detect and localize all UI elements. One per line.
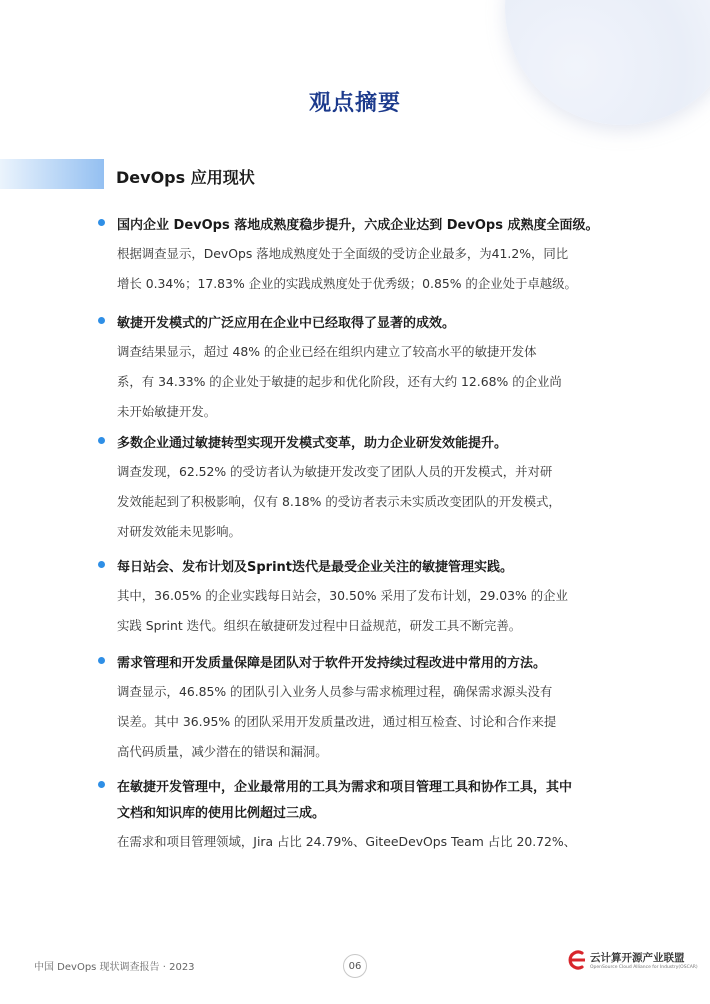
alliance-logo: [566, 949, 698, 977]
item-body: 根据调查显示，DevOps 落地成熟度处于全面级的受访企业最多，为41.2%，同比 增长 0.34%；17.83% 企业的实践成熟度处于优秀级；0.85% 的企业处于卓越级。: [117, 246, 577, 291]
list-item: [96, 431, 616, 547]
section-accent-bar: [0, 159, 104, 189]
item-heading: 每日站会、发布计划及Sprint迭代是最受企业关注的敏捷管理实践。: [117, 560, 514, 575]
item-heading: 在敏捷开发管理中，企业最常用的工具为需求和项目管理工具和协作工具，其中 文档和知识库的使用比例超过三成。: [117, 780, 573, 821]
item-body: 在需求和项目管理领域，Jira 占比 24.79%、GiteeDevOps Team 占比 20.72%、: [117, 834, 577, 849]
list-item: [96, 651, 616, 767]
logo-name: 云计算开源产业联盟: [590, 952, 685, 964]
item-body: 调查发现，62.52% 的受访者认为敏捷开发改变了团队人员的开发模式，并对研 发效能起到了积极影响，仅有 8.18% 的受访者表示未实质改变团队的开发模式， 对研发效能未见影响。: [117, 464, 561, 539]
item-body: 调查结果显示，超过 48% 的企业已经在组织内建立了较高水平的敏捷开发体 系，有 34.33% 的企业处于敏捷的起步和优化阶段，还有大约 12.68% 的企业尚 未开始敏捷开发。: [117, 344, 562, 419]
page-number: 06: [343, 954, 367, 978]
item-body: 调查显示，46.85% 的团队引入业务人员参与需求梳理过程，确保需求源头没有 误差。其中 36.95% 的团队采用开发质量改进，通过相互检查、讨论和合作来提 高代码质量，减少潜在的错误和漏洞。: [117, 684, 557, 759]
item-heading: 国内企业 DevOps 落地成熟度稳步提升，六成企业达到 DevOps 成熟度全面级。: [117, 218, 599, 233]
bullet-icon: [98, 781, 105, 788]
bullet-icon: [98, 561, 105, 568]
item-body: 其中，36.05% 的企业实践每日站会，30.50% 采用了发布计划，29.03% 的企业 实践 Sprint 迭代。组织在敏捷研发过程中日益规范，研发工具不断完善。: [117, 588, 568, 633]
report-name: 中国 DevOps 现状调查报告 · 2023: [34, 962, 195, 973]
bullet-icon: [98, 317, 105, 324]
page-title: 观点摘要: [308, 91, 401, 116]
item-heading: 多数企业通过敏捷转型实现开发模式变革，助力企业研发效能提升。: [117, 436, 508, 451]
list-item: [96, 775, 616, 857]
item-heading: 需求管理和开发质量保障是团队对于软件开发持续过程改进中常用的方法。: [117, 656, 547, 671]
bullet-icon: [98, 657, 105, 664]
list-item: [96, 311, 616, 427]
bullet-icon: [98, 219, 105, 226]
item-heading: 敏捷开发模式的广泛应用在企业中已经取得了显著的成效。: [117, 316, 456, 331]
oscar-logo-icon: [566, 949, 588, 971]
logo-subtitle: OpenSource Cloud Alliance for Industry(OSCAR): [590, 965, 698, 970]
list-item: [96, 213, 616, 299]
section-title: DevOps 应用现状: [116, 168, 255, 187]
bullet-icon: [98, 437, 105, 444]
list-item: [96, 555, 616, 641]
